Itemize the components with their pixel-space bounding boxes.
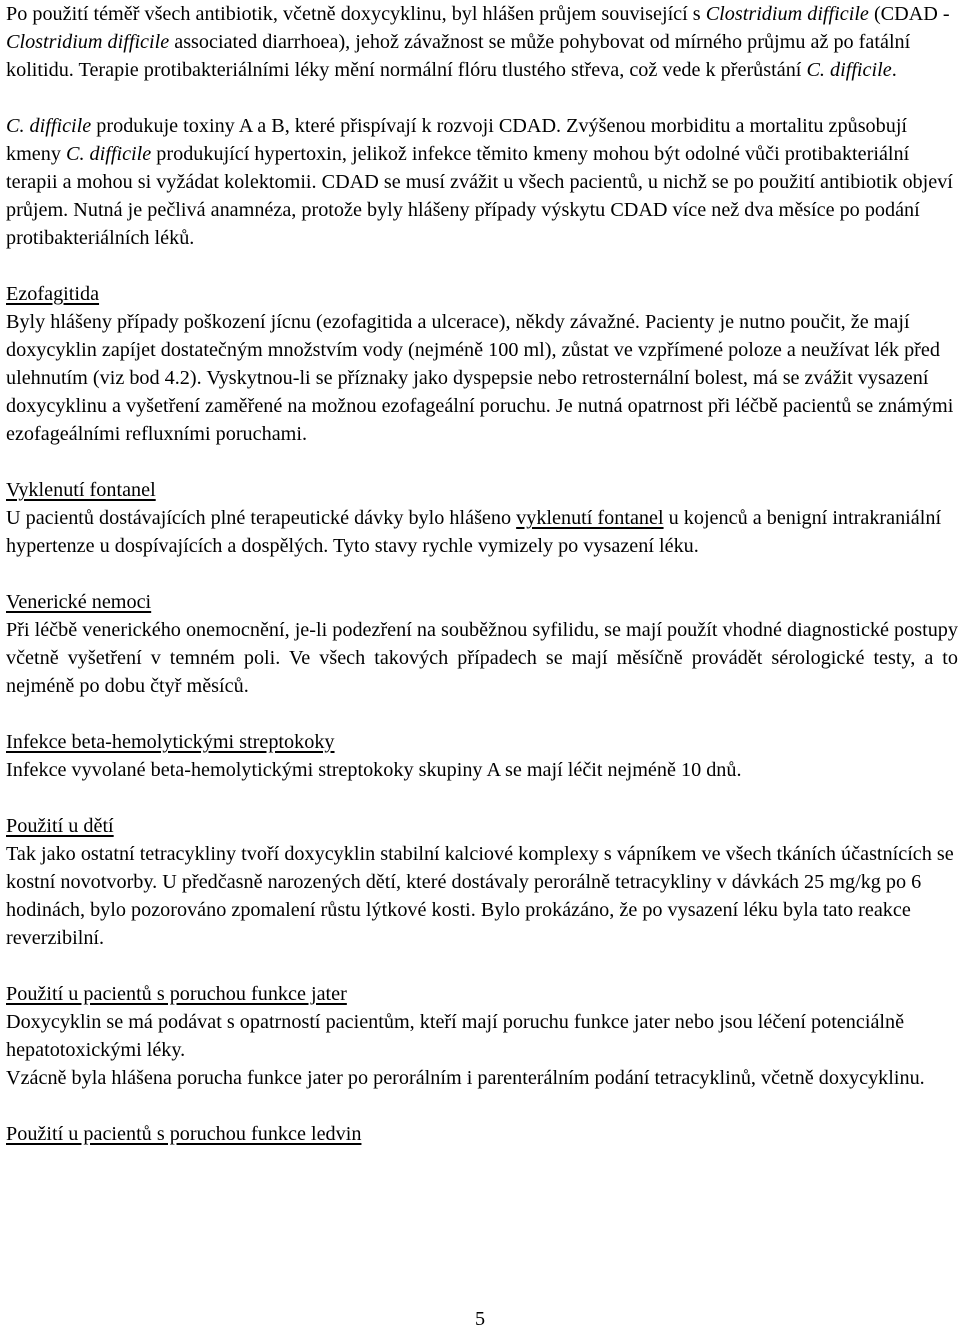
streptococci-paragraph: Infekce vyvolané beta-hemolytickými streptokoky skupiny A se mají léčit nejméně 10 dnů. [6,759,742,781]
text-run: u kojenců a benigní intrakraniální hypertenze u dospívajících a dospělých. Tyto stavy rychle vymizely po vysazení léku. [6,507,942,557]
text-run: associated diarrhoea), jehož závažnost se může pohybovat od mírného průjmu až po fatální kolitidu. Terapie protibakteriálními léky mění normální flóru tlustého střeva, což vede k přerůstání [6,31,911,81]
page-number: 5 [474,1308,486,1330]
section-heading-children: Použití u dětí [6,815,114,837]
cdad-paragraph-2 [6,112,958,252]
children-paragraph: Tak jako ostatní tetracykliny tvoří doxycyklin stabilní kalciové komplexy s vápníkem ve všech tkáních účastnících se kostní novotvorby. U předčasně narozených dětí, které dostávaly perorálně tetracykliny v dávkách 25 mg/kg po 6 hodinách, bylo pozorováno zpomalení růstu lýtkové kosti. Bylo prokázáno, že po vysazení léku byla tato reakce reverzibilní. [6,843,954,949]
section-heading-esophagitis: Ezofagitida [6,283,100,305]
document-page [6,0,958,1148]
liver-paragraph-1: Doxycyklin se má podávat s opatrností pacientům, kteří mají poruchu funkce jater nebo jsou léčení potenciálně hepatotoxickými léky. [6,1011,905,1061]
text-run: produkuje toxiny A a B, které přispívají k rozvoji CDAD. Zvýšenou morbiditu a mortalitu způsobují kmeny [6,115,908,165]
fontanel-paragraph [6,504,958,560]
text-run: Po použití téměř všech antibiotik, včetně doxycyklinu, byl hlášen průjem související s [6,3,706,25]
text-run: . [891,59,897,81]
italic-species-name: Clostridium difficile [6,31,170,53]
text-run: produkující hypertoxin, jelikož infekce těmito kmeny mohou být odolné vůči protibakteriální terapii a mohou si vyžádat kolektomii. CDAD se musí zvážit u všech pacientů, u nichž se po použití antibiotik objeví průjem. Nutná je pečlivá anamnéza, protože byly hlášeny případy výskytu CDAD více než dva měsíce po podání protibakteriálních léků. [6,143,953,249]
section-heading-fontanel: Vyklenutí fontanel [6,479,156,501]
italic-species-name: C. difficile [66,143,152,165]
cdad-paragraph-1 [6,0,958,84]
text-run: (CDAD - [868,3,950,25]
section-heading-liver: Použití u pacientů s poruchou funkce jater [6,983,347,1005]
italic-species-name: C. difficile [6,115,92,137]
text-run: U pacientů dostávajících plné terapeutické dávky bylo hlášeno [6,507,517,529]
venereal-paragraph: Při léčbě venerického onemocnění, je-li podezření na souběžnou syfilidu, se mají použít vhodné diagnostické postupy včetně vyšetření v temném poli. Ve všech takových případech se mají měsíčně provádět sérologické testy, a to nejméně po dobu čtyř měsíců. [6,619,958,697]
italic-species-name: C. difficile [806,59,892,81]
section-heading-streptococci: Infekce beta-hemolytickými streptokoky [6,731,335,753]
underlined-term: vyklenutí fontanel [516,507,664,529]
italic-species-name: Clostridium difficile [705,3,869,25]
section-heading-venereal: Venerické nemoci [6,591,152,613]
esophagitis-paragraph: Byly hlášeny případy poškození jícnu (ezofagitida a ulcerace), někdy závažné. Pacienty je nutno poučit, že mají doxycyklin zapíjet dostatečným množstvím vody (nejméně 100 ml), zůstat ve vzpřímené poloze a neužívat lék před ulehnutím (viz bod 4.2). Vyskytnou-li se příznaky jako dyspepsie nebo retrosternální bolest, má se zvážit vysazení doxycyklinu a vyšetření zaměřené na možnou ezofageální poruchu. Je nutná opatrnost při léčbě pacientů se známými ezofageálními refluxními poruchami. [6,311,954,445]
liver-paragraph-2: Vzácně byla hlášena porucha funkce jater po perorálním i parenterálním podání tetracyklinů, včetně doxycyklinu. [6,1067,925,1089]
section-heading-kidney: Použití u pacientů s poruchou funkce ledvin [6,1123,362,1145]
